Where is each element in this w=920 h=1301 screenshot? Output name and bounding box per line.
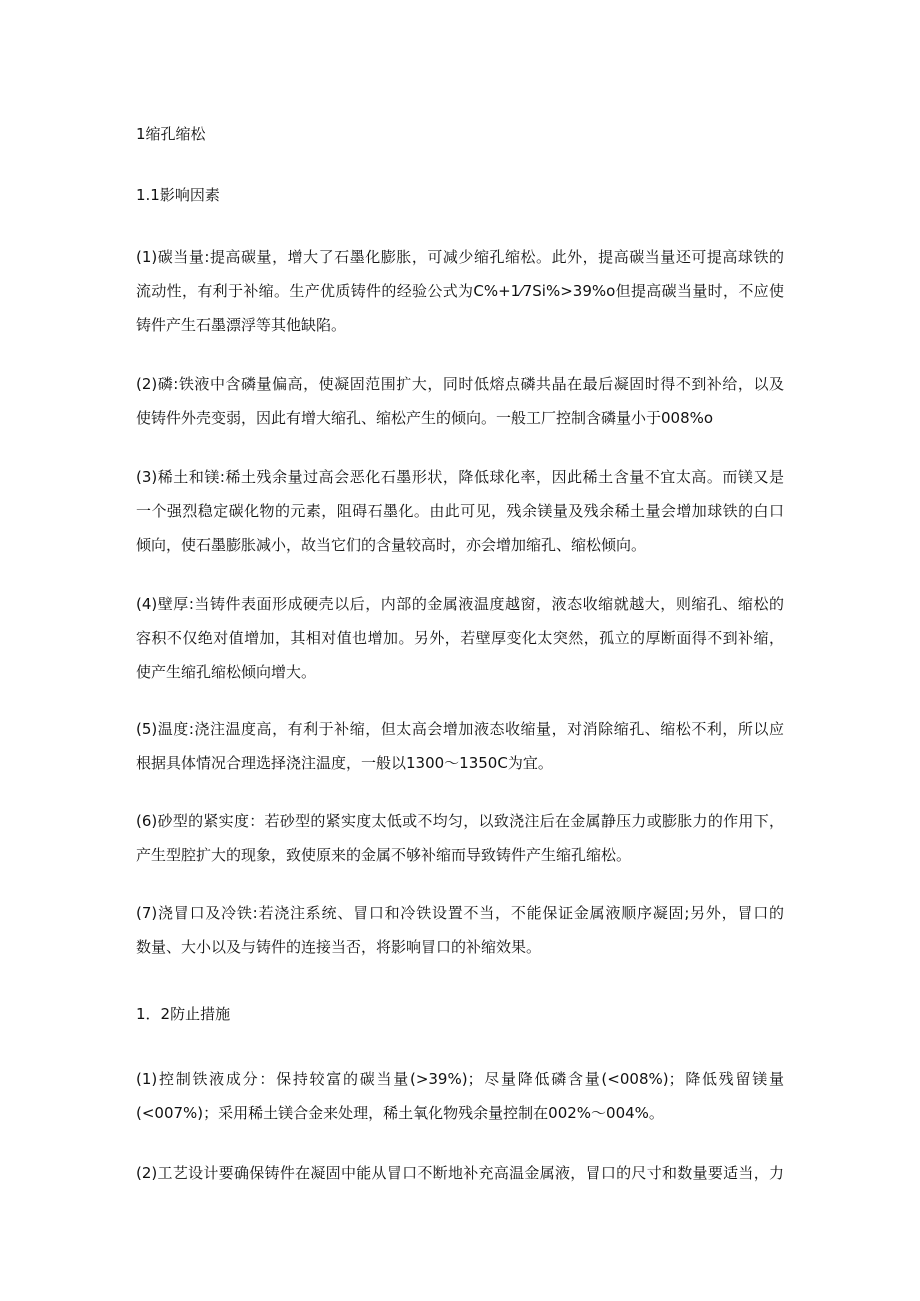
paragraph-line: (4)壁厚:当铸件表面形成硬壳以后，内部的金属液温度越窗，液态收缩就越大，则缩孔、缩松的: [136, 595, 784, 613]
paragraph-temperature: [136, 712, 784, 780]
paragraph-line: 流动性，有利于补缩。生产优质铸件的经验公式为C%+1⁄7Si%>39%o但提高碳当量时，不应使: [136, 282, 784, 300]
paragraph-rare-earth-magnesium: [136, 460, 784, 562]
paragraph-line: 铸件产生石墨漂浮等其他缺陷。: [136, 316, 347, 334]
paragraph-phosphorus: [136, 367, 784, 435]
paragraph-line: (2)工艺设计要确保铸件在凝固中能从冒口不断地补充高温金属液，冒口的尺寸和数量要适当，力: [136, 1164, 784, 1182]
paragraph-line: 一个强烈稳定碳化物的元素，阻碍石墨化。由此可见，残余镁量及残余稀土量会增加球铁的白口: [136, 502, 784, 520]
section-heading: 1缩孔缩松: [136, 125, 206, 143]
paragraph-line: 根据具体情况合理选择浇注温度，一般以1300～1350C为宜。: [136, 754, 553, 772]
paragraph-line: 使产生缩孔缩松倾向增大。: [136, 663, 317, 681]
paragraph-line: 使铸件外壳变弱，因此有增大缩孔、缩松产生的倾向。一般工厂控制含磷量小于008%o: [136, 409, 714, 427]
paragraph-line: (5)温度:浇注温度高，有利于补缩，但太高会增加液态收缩量，对消除缩孔、缩松不利，所以应: [136, 720, 784, 738]
paragraph-line: (6)砂型的紧实度：若砂型的紧实度太低或不均匀，以致浇注后在金属静压力或膨胀力的作用下，: [136, 812, 784, 830]
paragraph-line: (1)碳当量:提高碳量，增大了石墨化膨胀，可减少缩孔缩松。此外，提高碳当量还可提高球铁的: [136, 248, 784, 266]
paragraph-line: (2)磷:铁液中含磷量偏高，使凝固范围扩大，同时低熔点磷共晶在最后凝固时得不到补给，以及: [136, 375, 784, 393]
paragraph-control-composition: [136, 1062, 784, 1130]
paragraph-line: 产生型腔扩大的现象，致使原来的金属不够补缩而导致铸件产生缩孔缩松。: [136, 846, 632, 864]
subsection-heading: 1.1影响因素: [136, 186, 220, 204]
paragraph-process-design: [136, 1156, 784, 1190]
paragraph-line: 倾向，使石墨膨胀减小，故当它们的含量较高时，亦会增加缩孔、缩松倾向。: [136, 536, 647, 554]
paragraph-line: (3)稀土和镁:稀土残余量过高会恶化石墨形状，降低球化率，因此稀土含量不宜太高。而镁又是: [136, 468, 784, 486]
paragraph-riser-chill: [136, 896, 784, 964]
paragraph-carbon-equivalent: [136, 240, 784, 342]
subsection-heading: 1．2防止措施: [136, 1005, 231, 1023]
paragraph-sand-compactness: [136, 804, 784, 872]
paragraph-line: (7)浇冒口及冷铁:若浇注系统、冒口和冷铁设置不当，不能保证金属液顺序凝固;另外，冒口的: [136, 904, 784, 922]
paragraph-line: (1)控制铁液成分：保持较富的碳当量(>39%)；尽量降低磷含量(<008%)；降低残留镁量: [136, 1070, 784, 1088]
paragraph-line: (<007%)；采用稀土镁合金来处理，稀土氧化物残余量控制在002%～004%。: [136, 1104, 664, 1122]
paragraph-line: 数量、大小以及与铸件的连接当否，将影响冒口的补缩效果。: [136, 938, 542, 956]
paragraph-line: 容积不仅绝对值增加，其相对值也增加。另外，若壁厚变化太突然，孤立的厚断面得不到补缩，: [136, 629, 784, 647]
paragraph-wall-thickness: [136, 587, 784, 689]
